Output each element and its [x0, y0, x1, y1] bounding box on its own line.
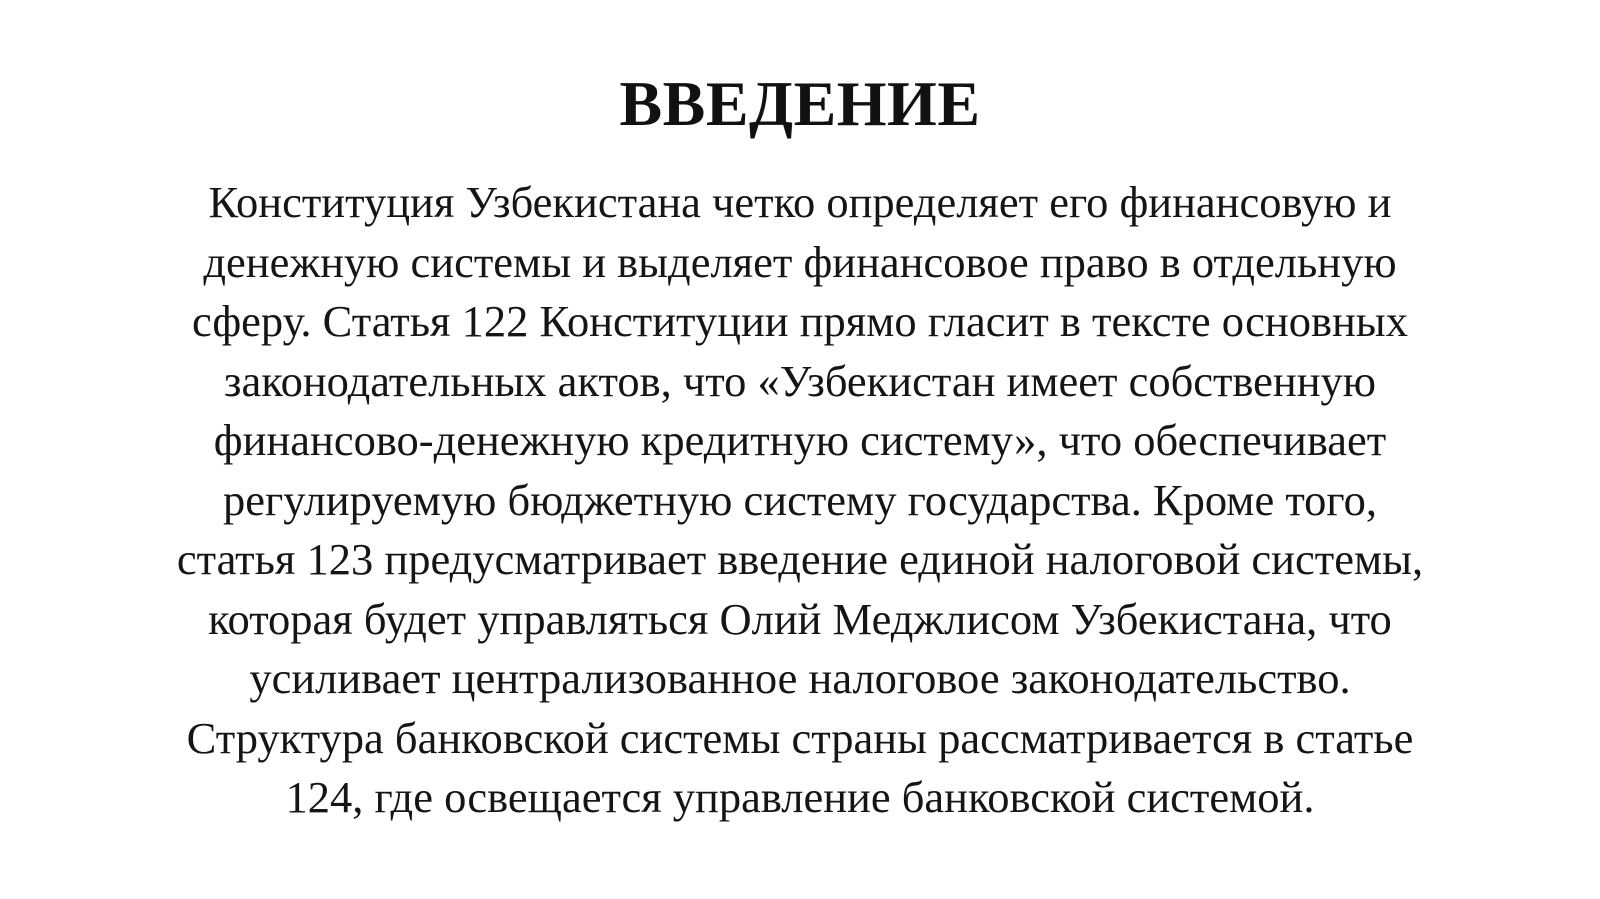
slide-body-text [60, 173, 1540, 828]
slide-title: ВВЕДЕНИЕ [619, 68, 981, 139]
body-line: законодательных актов, что «Узбекистан имеет собственную [223, 355, 1377, 406]
body-line: сферу. Статья 122 Конституции прямо гласит в тексте основных [192, 296, 1408, 346]
body-line: которая будет управляться Олий Меджлисом Узбекистана, что [208, 593, 1392, 644]
body-line: Структура банковской системы страны рассматривается в статье [186, 712, 1414, 763]
body-line: регулируемую бюджетную систему государства. Кроме того, [223, 474, 1377, 525]
body-line: денежную системы и выделяет финансовое право в отдельную [203, 236, 1397, 287]
body-line: статья 123 предусматривает введение единой налоговой системы, [176, 534, 1424, 584]
body-line: усиливает централизованное налоговое законодательство. [249, 653, 1351, 703]
body-line: финансово-денежную кредитную систему», что обеспечивает [213, 415, 1387, 465]
body-line: 124, где освещается управление банковской системой. [285, 772, 1315, 822]
body-line: Конституция Узбекистана четко определяет его финансовую и [208, 177, 1392, 227]
